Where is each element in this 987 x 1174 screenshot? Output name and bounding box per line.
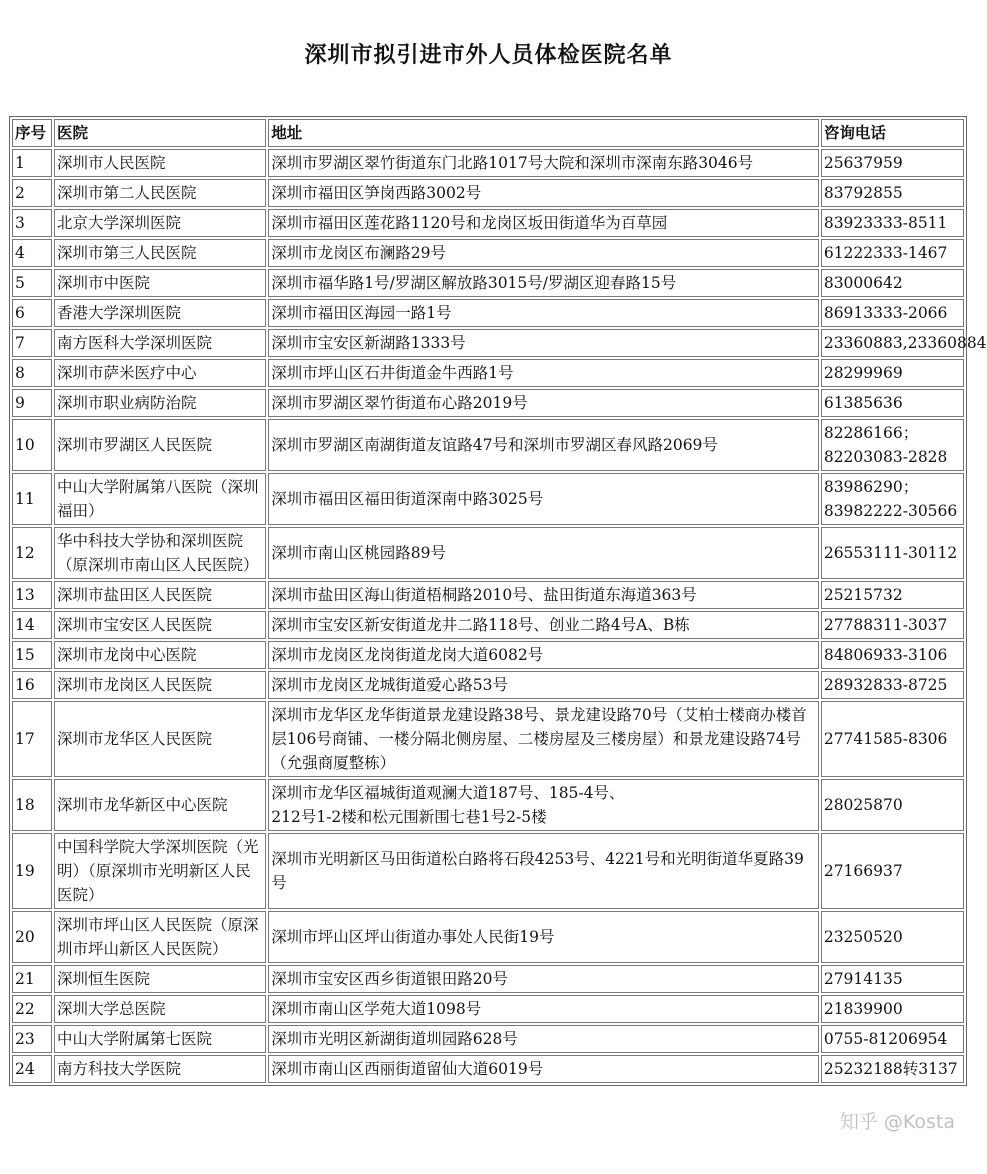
table-row [12,965,964,993]
hospital-address: 深圳市龙岗区龙岗街道龙岗大道6082号 [268,641,819,669]
row-number: 16 [12,671,52,699]
hospital-address: 深圳市罗湖区翠竹街道东门北路1017号大院和深圳市深南东路3046号 [268,149,819,177]
table-row [12,641,964,669]
row-number: 13 [12,581,52,609]
hospital-address: 深圳市盐田区海山街道梧桐路2010号、盐田街道东海道363号 [268,581,819,609]
hospital-name: 华中科技大学协和深圳医院（原深圳市南山区人民医院） [54,527,266,579]
hospital-address: 深圳市龙岗区龙城街道爱心路53号 [268,671,819,699]
table-row [12,299,964,327]
hospital-name: 深圳市罗湖区人民医院 [54,419,266,471]
hospital-name: 深圳市宝安区人民医院 [54,611,266,639]
hospital-address: 深圳市光明新区马田街道松白路将石段4253号、4221号和光明街道华夏路39号 [268,833,819,909]
table-row [12,473,964,525]
table-row [12,329,964,357]
table-row [12,779,964,831]
row-number: 8 [12,359,52,387]
table-row [12,269,964,297]
header-phone: 咨询电话 [821,119,964,147]
hospital-name: 深圳市坪山区人民医院（原深圳市坪山新区人民医院） [54,911,266,963]
hospital-name: 深圳市职业病防治院 [54,389,266,417]
hospital-phone: 28299969 [821,359,964,387]
hospital-phone: 26553111-30112 [821,527,964,579]
table-row [12,389,964,417]
hospital-phone: 83792855 [821,179,964,207]
hospital-name: 深圳市龙岗中心医院 [54,641,266,669]
table-row [12,1025,964,1053]
hospital-phone: 27166937 [821,833,964,909]
hospital-phone: 86913333-2066 [821,299,964,327]
hospital-address: 深圳市宝安区西乡街道银田路20号 [268,965,819,993]
hospital-address: 深圳市龙岗区布澜路29号 [268,239,819,267]
table-row [12,1055,964,1083]
table-row [12,149,964,177]
hospital-phone: 61385636 [821,389,964,417]
hospital-address: 深圳市福田区福田街道深南中路3025号 [268,473,819,525]
table-header-row [12,119,964,147]
row-number: 22 [12,995,52,1023]
hospital-name: 深圳恒生医院 [54,965,266,993]
row-number: 6 [12,299,52,327]
hospital-phone: 27914135 [821,965,964,993]
hospital-phone: 61222333-1467 [821,239,964,267]
table-row [12,833,964,909]
watermark: 知乎 @Kosta [839,1111,955,1133]
page-title: 深圳市拟引进市外人员体检医院名单 [304,42,673,68]
hospital-name: 北京大学深圳医院 [54,209,266,237]
row-number: 3 [12,209,52,237]
row-number: 7 [12,329,52,357]
row-number: 5 [12,269,52,297]
table-row [12,419,964,471]
hospital-phone: 28932833-8725 [821,671,964,699]
hospital-phone: 83000642 [821,269,964,297]
hospital-name: 中山大学附属第八医院（深圳福田） [54,473,266,525]
row-number: 23 [12,1025,52,1053]
row-number: 19 [12,833,52,909]
table-row [12,671,964,699]
table-row [12,527,964,579]
table-row [12,611,964,639]
hospital-address: 深圳市龙华区福城街道观澜大道187号、185-4号、 212号1-2楼和松元围新围七巷1号2-5楼 [268,779,819,831]
hospital-address: 深圳市福华路1号/罗湖区解放路3015号/罗湖区迎春路15号 [268,269,819,297]
table-row [12,209,964,237]
hospital-name: 深圳市龙岗区人民医院 [54,671,266,699]
hospital-address: 深圳市南山区学苑大道1098号 [268,995,819,1023]
hospital-phone: 21839900 [821,995,964,1023]
hospital-name: 南方医科大学深圳医院 [54,329,266,357]
hospital-address: 深圳市宝安区新安街道龙井二路118号、创业二路4号A、B栋 [268,611,819,639]
row-number: 11 [12,473,52,525]
row-number: 20 [12,911,52,963]
hospital-phone: 0755-81206954 [821,1025,964,1053]
hospital-table [9,116,987,1086]
hospital-address: 深圳市龙华区龙华街道景龙建设路38号、景龙建设路70号（艾柏士楼商办楼首层106号商铺、一楼分隔北侧房屋、二楼房屋及三楼房屋）和景龙建设路74号（允强商厦整栋） [268,701,819,777]
hospital-address: 深圳市坪山区坪山街道办事处人民街19号 [268,911,819,963]
row-number: 12 [12,527,52,579]
row-number: 1 [12,149,52,177]
hospital-phone: 25215732 [821,581,964,609]
hospital-phone: 83986290； 83982222-30566 [821,473,964,525]
hospital-name: 中国科学院大学深圳医院（光明）（原深圳市光明新区人民医院） [54,833,266,909]
row-number: 9 [12,389,52,417]
hospital-phone: 84806933-3106 [821,641,964,669]
table-row [12,179,964,207]
hospital-phone: 23250520 [821,911,964,963]
hospital-name: 香港大学深圳医院 [54,299,266,327]
hospital-name: 中山大学附属第七医院 [54,1025,266,1053]
table-body [12,149,987,1083]
hospital-name: 深圳市龙华新区中心医院 [54,779,266,831]
hospital-name: 深圳市中医院 [54,269,266,297]
row-number: 15 [12,641,52,669]
hospital-phone: 82286166； 82203083-2828 [821,419,964,471]
table-row [12,581,964,609]
hospital-address: 深圳市福田区海园一路1号 [268,299,819,327]
hospital-name: 深圳市龙华区人民医院 [54,701,266,777]
row-number: 4 [12,239,52,267]
row-number: 17 [12,701,52,777]
header-hospital: 医院 [54,119,266,147]
hospital-address: 深圳市光明区新湖街道圳园路628号 [268,1025,819,1053]
hospital-phone: 25232188转3137 [821,1055,964,1083]
hospital-phone: 28025870 [821,779,964,831]
hospital-phone: 83923333-8511 [821,209,964,237]
table-row [12,239,964,267]
hospital-address: 深圳市坪山区石井街道金牛西路1号 [268,359,819,387]
row-number: 18 [12,779,52,831]
hospital-address: 深圳市南山区西丽街道留仙大道6019号 [268,1055,819,1083]
hospital-name: 深圳市人民医院 [54,149,266,177]
hospital-name: 深圳市第三人民医院 [54,239,266,267]
hospital-phone: 27788311-3037 [821,611,964,639]
header-number: 序号 [12,119,52,147]
row-number: 10 [12,419,52,471]
hospital-phone: 23360883,23360884 [821,329,964,357]
hospital-name: 南方科技大学医院 [54,1055,266,1083]
row-number: 14 [12,611,52,639]
table-row [12,911,964,963]
row-number: 2 [12,179,52,207]
hospital-name: 深圳市萨米医疗中心 [54,359,266,387]
hospital-name: 深圳市第二人民医院 [54,179,266,207]
hospital-address: 深圳市福田区莲花路1120号和龙岗区坂田街道华为百草园 [268,209,819,237]
row-number: 21 [12,965,52,993]
header-address: 地址 [268,119,819,147]
table-row [12,701,964,777]
hospital-name: 深圳大学总医院 [54,995,266,1023]
hospital-address: 深圳市南山区桃园路89号 [268,527,819,579]
table-row [12,995,964,1023]
hospital-address: 深圳市罗湖区南湖街道友谊路47号和深圳市罗湖区春风路2069号 [268,419,819,471]
hospital-phone: 25637959 [821,149,964,177]
hospital-address: 深圳市福田区笋岗西路3002号 [268,179,819,207]
hospital-phone: 27741585-8306 [821,701,964,777]
hospital-address: 深圳市宝安区新湖路1333号 [268,329,819,357]
hospital-address: 深圳市罗湖区翠竹街道布心路2019号 [268,389,819,417]
table-row [12,359,964,387]
row-number: 24 [12,1055,52,1083]
hospital-name: 深圳市盐田区人民医院 [54,581,266,609]
